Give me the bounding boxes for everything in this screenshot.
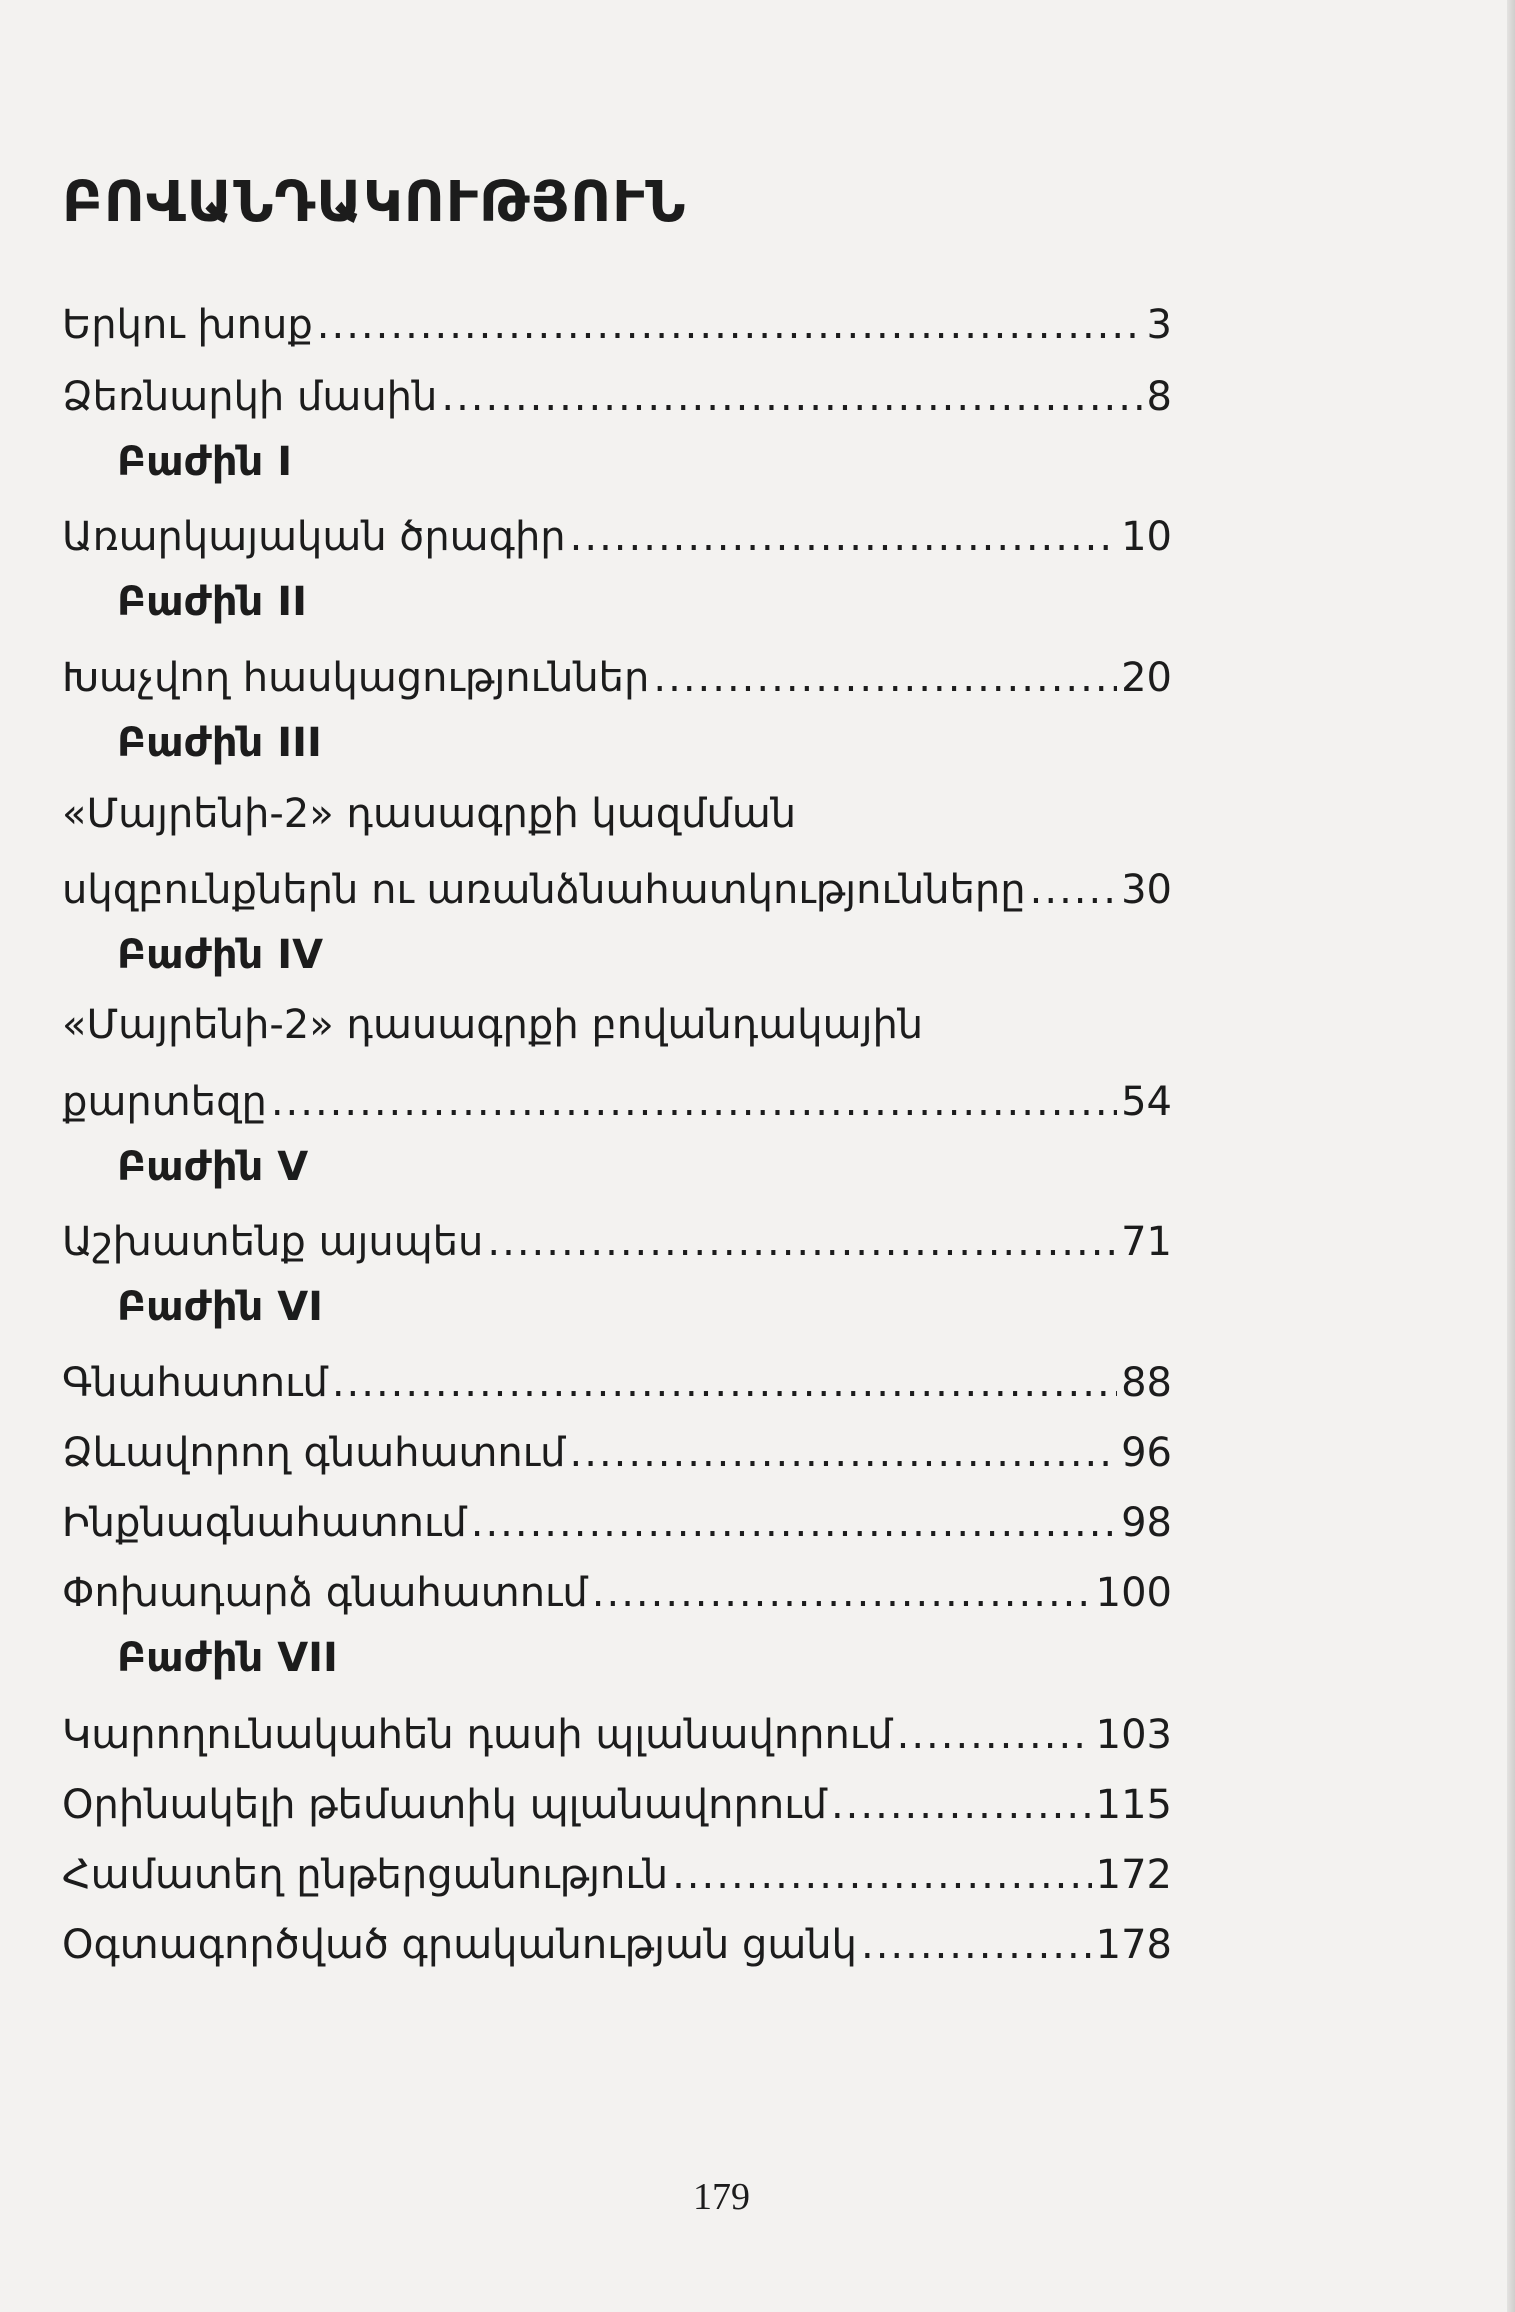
toc-leader-dots: [471, 1498, 1117, 1548]
toc-entry-page: 98: [1121, 1500, 1172, 1546]
toc-entry-label: Ձևավորող գնահատում: [62, 1430, 566, 1476]
section-heading: Բաժին VI: [117, 1284, 324, 1330]
toc-entry-label: Փոխադարձ գնահատում: [62, 1570, 588, 1616]
toc-leader-dots: [570, 1428, 1118, 1478]
toc-entry: [62, 1770, 1172, 1830]
toc-entry-label: Ինքնագնահատում: [62, 1500, 467, 1546]
section-heading: Բաժին VII: [117, 1635, 338, 1681]
toc-entry: [62, 1348, 1172, 1408]
page-title: ԲՈՎԱՆԴԱԿՈՒԹՅՈՒՆ: [62, 170, 687, 235]
section-heading: Բաժին III: [117, 720, 322, 766]
toc-leader-dots: [332, 1358, 1117, 1408]
toc-entry-page: 88: [1121, 1360, 1172, 1406]
toc-entry-label: Գնահատում: [62, 1360, 328, 1406]
section-heading: Բաժին IV: [117, 932, 324, 978]
toc-leader-dots: [570, 512, 1117, 562]
toc-entry-page: 8: [1146, 374, 1172, 420]
toc-leader-dots: [317, 300, 1143, 350]
toc-entry-page: 3: [1146, 302, 1172, 348]
page-number: 179: [693, 2176, 750, 2218]
toc-entry-label: Խաչվող հասկացություններ: [62, 655, 650, 701]
toc-entry-page: 115: [1095, 1782, 1172, 1828]
toc-entry-label: Համատեղ ընթերցանություն: [62, 1852, 669, 1898]
toc-entry: [62, 1067, 1172, 1127]
section-heading: Բաժին I: [117, 439, 293, 485]
toc-leader-dots: [831, 1780, 1092, 1830]
toc-leader-dots: [672, 1850, 1092, 1900]
toc-entry: [62, 502, 1172, 562]
toc-leader-dots: [1030, 865, 1117, 915]
section-heading: Բաժին V: [117, 1144, 309, 1190]
toc-leader-dots: [653, 653, 1117, 703]
toc-entry: [62, 1488, 1172, 1548]
toc-entry: [62, 1207, 1172, 1267]
toc-entry-page: 178: [1095, 1922, 1172, 1968]
toc-entry-page: 172: [1095, 1852, 1172, 1898]
page-edge: [1507, 0, 1515, 2312]
toc-entry: [62, 1700, 1172, 1760]
section-heading: Բաժին II: [117, 579, 307, 625]
toc-entry-label: սկզբունքներն ու առանձնահատկությունները: [62, 867, 1026, 913]
toc-entry-page: 10: [1121, 514, 1172, 560]
toc-entry-page: 54: [1121, 1079, 1172, 1125]
toc-entry: [62, 1418, 1172, 1478]
toc-entry-page: 30: [1121, 867, 1172, 913]
toc-leader-dots: [487, 1217, 1117, 1267]
toc-leader-dots: [592, 1568, 1092, 1618]
toc-entry-page: 100: [1095, 1570, 1172, 1616]
toc-entry: [62, 1558, 1172, 1618]
toc-entry-label: Ձեռնարկի մասին: [62, 374, 438, 420]
toc-entry: [62, 362, 1172, 422]
toc-entry-label: Երկու խոսք: [62, 302, 313, 348]
toc-entry-line: «Մայրենի-2» դասագրքի բովանդակային: [62, 1002, 924, 1048]
toc-entry: [62, 290, 1172, 350]
toc-leader-dots: [897, 1710, 1092, 1760]
toc-entry: [62, 1910, 1172, 1970]
toc-entry-page: 20: [1121, 655, 1172, 701]
toc-entry-label: Կարողունակահեն դասի պլանավորում: [62, 1712, 893, 1758]
toc-entry-label: Առարկայական ծրագիր: [62, 514, 566, 560]
toc-entry-label: Օգտագործված գրականության ցանկ: [62, 1922, 857, 1968]
toc-entry-page: 71: [1121, 1219, 1172, 1265]
toc-entry-label: Օրինակելի թեմատիկ պլանավորում: [62, 1782, 827, 1828]
toc-leader-dots: [861, 1920, 1092, 1970]
toc-entry: [62, 1840, 1172, 1900]
toc-entry: [62, 643, 1172, 703]
toc-entry-page: 96: [1121, 1430, 1172, 1476]
toc-entry-line: «Մայրենի-2» դասագրքի կազմման: [62, 791, 797, 837]
toc-entry-label: Աշխատենք այսպես: [62, 1219, 484, 1265]
toc-entry-page: 103: [1095, 1712, 1172, 1758]
toc-leader-dots: [271, 1077, 1117, 1127]
toc-entry: [62, 855, 1172, 915]
toc-entry-label: քարտեզը: [62, 1079, 267, 1125]
toc-leader-dots: [441, 372, 1142, 422]
